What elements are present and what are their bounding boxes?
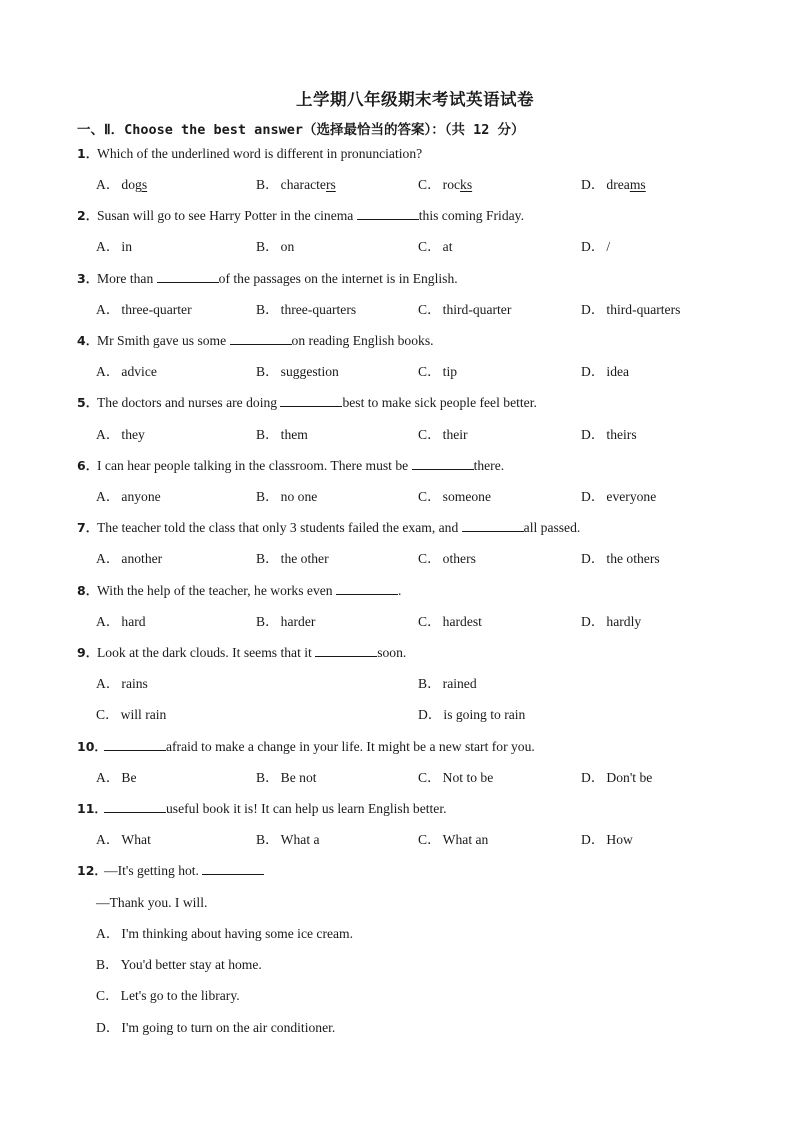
question-stem [97,270,458,288]
option-d[interactable] [96,1019,335,1037]
stem-text: The teacher told the class that only 3 students failed the exam, and [97,520,462,535]
stem-text: of the passages on the internet is in English. [218,271,458,286]
option-c[interactable] [418,176,472,194]
option-d[interactable] [581,238,610,256]
option-label: C． [96,707,119,722]
option-text: another [121,551,163,566]
stem-text: Look at the dark clouds. It seems that it [97,645,316,660]
option-label: A． [96,614,120,629]
option-text: their [442,427,468,442]
stem-text: Susan will go to see Harry Potter in the cinema [97,208,357,223]
option-label: D． [581,177,605,192]
option-label: A． [96,832,120,847]
option-b[interactable] [256,176,336,194]
option-c[interactable] [418,488,491,506]
option-a[interactable] [96,238,132,256]
page-title: 上学期八年级期末考试英语试卷 [296,90,534,109]
option-c[interactable] [418,301,511,319]
option-text: You'd better stay at home. [120,957,262,972]
option-b[interactable] [256,426,308,444]
option-text: Be not [280,770,317,785]
stem-text: The doctors and nurses are doing [97,395,281,410]
question-number: 4． [77,333,99,348]
option-a[interactable] [96,613,146,631]
underlined-letters: ks [460,177,473,192]
option-a[interactable] [96,675,148,693]
option-label: A． [96,427,120,442]
question-stem [97,457,504,475]
question-number: 8． [77,583,99,598]
option-c[interactable] [418,363,457,381]
option-text: everyone [606,489,657,504]
option-d[interactable] [581,831,633,849]
option-text: third-quarter [442,302,512,317]
option-text: others [442,551,476,566]
answer-blank[interactable] [357,207,419,220]
option-d[interactable] [581,176,646,194]
option-label: B． [256,364,279,379]
option-a[interactable] [96,363,157,381]
stem-text: there. [473,458,505,473]
question-number: 11． [77,801,107,816]
question-number: 3． [77,271,99,286]
option-c[interactable] [418,238,452,256]
question-stem: Which of the underlined word is different in pronunciation? [97,146,423,161]
option-c[interactable] [418,831,488,849]
option-text: What a [280,832,320,847]
option-text: hardly [606,614,642,629]
option-d[interactable] [581,613,641,631]
option-text: the others [606,551,660,566]
option-text: Not to be [442,770,494,785]
option-b[interactable] [256,550,329,568]
option-label: D． [418,707,442,722]
option-label: A． [96,770,120,785]
stem-text: afraid to make a change in your life. It might be a new start for you. [166,739,535,754]
option-b[interactable] [96,956,262,974]
option-label: A． [96,177,120,192]
option-text: I'm going to turn on the air conditioner. [121,1020,336,1035]
option-label: D． [581,614,605,629]
option-text: What [121,832,151,847]
option-label: D． [581,489,605,504]
question-number: 10． [77,739,107,754]
section-heading: 一、Ⅱ．Choose the best answer（选择最恰当的答案）：（共 12 分） [77,122,525,138]
stem-text: More than [97,271,157,286]
option-label: B． [256,832,279,847]
option-d[interactable] [581,426,637,444]
dialogue-reply: —Thank you. I will. [96,895,208,910]
option-label: C． [418,832,441,847]
option-label: B． [418,676,441,691]
option-a[interactable] [96,831,151,849]
option-text: I'm thinking about having some ice cream. [121,926,354,941]
option-label: D． [581,832,605,847]
option-text: third-quarters [606,302,681,317]
option-a[interactable] [96,301,192,319]
option-label: C． [418,614,441,629]
option-b[interactable] [256,831,320,849]
option-label: A． [96,364,120,379]
option-a[interactable] [96,426,145,444]
option-text: Let's go to the library. [120,988,240,1003]
option-text: rained [442,676,477,691]
answer-blank[interactable] [412,457,474,470]
stem-text: Mr Smith gave us some [97,333,230,348]
stem-text: With the help of the teacher, he works even [97,583,336,598]
option-b[interactable] [418,675,477,693]
option-d[interactable] [581,550,660,568]
answer-blank[interactable] [104,800,166,813]
option-label: B． [256,551,279,566]
question-stem [97,582,401,600]
stem-text: . [397,583,402,598]
option-label: D． [96,1020,120,1035]
question-number: 1． [77,146,99,161]
option-d[interactable] [581,301,680,319]
option-text: no one [280,489,318,504]
option-text: hardest [442,614,482,629]
option-label: B． [256,239,279,254]
option-c[interactable] [418,426,468,444]
option-c[interactable] [96,987,240,1005]
option-text: will rain [120,707,167,722]
question-number: 6． [77,458,99,473]
option-b[interactable] [256,238,294,256]
option-c[interactable] [418,613,482,631]
option-c[interactable] [418,769,493,787]
option-text: / [606,239,611,254]
option-label: D． [581,302,605,317]
option-text: drea [606,177,630,192]
option-label: C． [96,988,119,1003]
question-number: 2． [77,208,99,223]
option-text: idea [606,364,630,379]
answer-blank[interactable] [230,332,292,345]
option-label: A． [96,676,120,691]
answer-blank[interactable] [202,862,264,875]
question-stem [104,800,447,818]
option-text: in [121,239,132,254]
option-a[interactable] [96,550,162,568]
option-c[interactable] [418,550,476,568]
underlined-letters: rs [325,177,336,192]
option-b[interactable] [256,488,317,506]
option-label: C． [418,551,441,566]
option-text: Be [121,770,137,785]
answer-blank[interactable] [315,644,377,657]
option-text: Don't be [606,770,653,785]
option-text: is going to rain [443,707,526,722]
stem-text: soon. [377,645,407,660]
option-text: How [606,832,633,847]
answer-blank[interactable] [462,519,524,532]
question-stem [97,394,537,412]
question-stem [97,644,406,662]
option-b[interactable] [256,613,315,631]
option-text: do [121,177,136,192]
option-d[interactable] [418,706,525,724]
option-b[interactable] [256,363,339,381]
stem-text: I can hear people talking in the classroom. There must be [97,458,412,473]
question-number: 5． [77,395,99,410]
option-a[interactable] [96,925,353,943]
option-label: A． [96,926,120,941]
option-text: them [280,427,308,442]
answer-blank[interactable] [336,582,398,595]
option-label: D． [581,239,605,254]
option-label: B． [256,614,279,629]
option-label: D． [581,364,605,379]
question-stem [104,862,264,880]
option-text: anyone [121,489,161,504]
underlined-letters: ms [629,177,646,192]
option-label: A． [96,302,120,317]
option-label: C． [418,239,441,254]
answer-blank[interactable] [157,270,219,283]
option-label: D． [581,551,605,566]
option-text: tip [442,364,458,379]
question-number: 9． [77,645,99,660]
option-text: roc [442,177,461,192]
option-text: harder [280,614,316,629]
stem-text: useful book it is! It can help us learn English better. [166,801,447,816]
option-d[interactable] [581,769,652,787]
question-stem [97,207,524,225]
option-c[interactable] [96,706,166,724]
option-text: suggestion [280,364,339,379]
option-label: B． [256,489,279,504]
option-text: they [121,427,145,442]
option-text: the other [280,551,329,566]
option-label: D． [581,770,605,785]
option-a[interactable] [96,176,147,194]
option-text: at [442,239,453,254]
stem-text: on reading English books. [291,333,434,348]
option-text: What an [442,832,489,847]
option-text: three-quarters [280,302,357,317]
option-label: B． [256,427,279,442]
option-label: B． [256,302,279,317]
option-label: D． [581,427,605,442]
option-a[interactable] [96,769,137,787]
stem-text: this coming Friday. [418,208,524,223]
stem-text: —It's getting hot. [104,863,203,878]
option-label: C． [418,427,441,442]
answer-blank[interactable] [104,738,166,751]
option-text: three-quarter [121,302,192,317]
answer-blank[interactable] [280,394,342,407]
option-label: C． [418,302,441,317]
option-label: C． [418,770,441,785]
option-text: theirs [606,427,637,442]
stem-text: all passed. [523,520,581,535]
option-text: characte [280,177,326,192]
option-text: on [280,239,295,254]
option-label: A． [96,489,120,504]
question-number: 12． [77,863,107,878]
option-text: someone [442,489,491,504]
question-stem [97,519,580,537]
option-label: C． [418,177,441,192]
underlined-letters: gs [135,177,148,192]
option-b[interactable] [256,301,356,319]
option-label: C． [418,364,441,379]
option-d[interactable] [581,363,629,381]
option-label: A． [96,551,120,566]
option-d[interactable] [581,488,656,506]
option-label: C． [418,489,441,504]
question-stem [97,332,434,350]
option-label: B． [96,957,119,972]
option-text: advice [121,364,157,379]
option-text: rains [121,676,148,691]
option-b[interactable] [256,769,317,787]
stem-text: best to make sick people feel better. [342,395,537,410]
option-label: A． [96,239,120,254]
option-a[interactable] [96,488,161,506]
option-label: B． [256,177,279,192]
option-label: B． [256,770,279,785]
question-number: 7． [77,520,99,535]
question-stem [104,738,535,756]
option-text: hard [121,614,146,629]
